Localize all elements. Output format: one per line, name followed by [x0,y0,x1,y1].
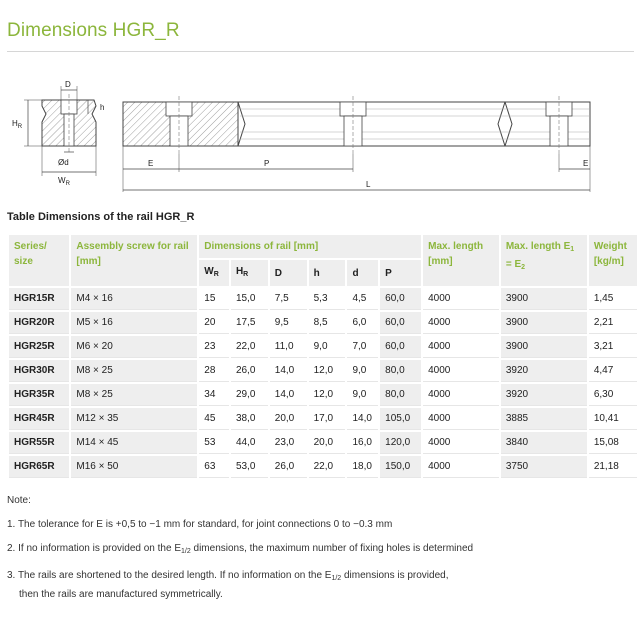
cell-size: HGR30R [9,360,69,382]
col-header-weight: Weight [kg/m] [589,235,637,286]
cell-d: 6,0 [347,312,378,334]
cell-D: 20,0 [270,408,307,430]
cell-max-length: 4000 [423,288,499,310]
col-header-max-length: Max. length [mm] [423,235,499,286]
col-header-wr: $W_R$ [199,260,229,286]
table-row [9,336,637,358]
cell-wr: 20 [199,312,229,334]
notes-heading: Note: [7,495,31,506]
dim-L-label: L [366,180,371,189]
cell-d: 7,0 [347,336,378,358]
cell-max-length: 4000 [423,336,499,358]
page-title: Dimensions HGR_R [7,20,180,41]
cell-d: 18,0 [347,456,378,478]
cell-hr: 53,0 [231,456,268,478]
cell-D: 11,0 [270,336,307,358]
cell-weight: 21,18 [589,456,637,478]
col-header-d: d [347,260,378,286]
table-row [9,384,637,406]
col-header-hr: $H_R$ [231,260,268,286]
table-row [9,360,637,382]
dim-P-label: P [264,159,270,168]
cell-screw: M4 × 16 [71,288,197,310]
cell-hr: 26,0 [231,360,268,382]
col-header-rail-dimensions: Dimensions of rail [mm] [199,235,421,258]
cell-max-length-e: 3750 [501,456,587,478]
cell-max-length-e: 3920 [501,360,587,382]
cell-D: 14,0 [270,384,307,406]
cell-size: HGR25R [9,336,69,358]
cell-max-length-e: 3900 [501,288,587,310]
cell-max-length: 4000 [423,432,499,454]
cell-weight: 1,45 [589,288,637,310]
dim-E-right-label: E [583,159,589,168]
cell-max-length-e: 3840 [501,432,587,454]
cell-p: 60,0 [380,312,421,334]
dim-d-label: Ød [58,158,69,167]
notes-section [7,494,473,602]
cell-size: HGR45R [9,408,69,430]
col-header-max-length-e: Max. length $E_1 = E_2$ [501,235,587,286]
cell-screw: M14 × 45 [71,432,197,454]
cell-wr: 23 [199,336,229,358]
col-header-series: Series/ size [9,235,69,286]
cell-p: 120,0 [380,432,421,454]
cell-screw: M8 × 25 [71,360,197,382]
cell-weight: 6,30 [589,384,637,406]
cell-h: 5,3 [309,288,346,310]
note-2: 2. If no information is provided on the $E_{1/2}$ dimensions, the maximum number of fixing holes is determined [7,543,474,555]
table-row [9,456,637,478]
cell-hr: 22,0 [231,336,268,358]
title-divider [7,51,634,52]
cell-D: 23,0 [270,432,307,454]
table-row [9,408,637,430]
cell-wr: 45 [199,408,229,430]
note-3: 3. The rails are shortened to the desired length. If no information on the $E_{1/2}$ dimensions is provided, [7,570,449,582]
cell-size: HGR65R [9,456,69,478]
table-header-row [9,235,637,258]
table-row [9,288,637,310]
cell-d: 9,0 [347,384,378,406]
col-header-P: P [380,260,421,286]
cell-weight: 10,41 [589,408,637,430]
cell-D: 7,5 [270,288,307,310]
dim-HR-label: $H_R$ [12,119,23,130]
cell-size: HGR55R [9,432,69,454]
dim-E-left-label: E [148,159,154,168]
dim-D-label: D [65,80,71,89]
cell-size: HGR20R [9,312,69,334]
cell-p: 105,0 [380,408,421,430]
cell-hr: 15,0 [231,288,268,310]
cell-h: 12,0 [309,360,346,382]
cell-d: 14,0 [347,408,378,430]
cell-max-length-e: 3885 [501,408,587,430]
cell-d: 9,0 [347,360,378,382]
cell-p: 60,0 [380,336,421,358]
cell-D: 9,5 [270,312,307,334]
cell-D: 26,0 [270,456,307,478]
note-3-continued: then the rails are manufactured symmetrically. [19,589,223,600]
rail-drawing-svg [0,74,641,199]
cell-screw: M16 × 50 [71,456,197,478]
table-title: Table Dimensions of the rail HGR_R [7,211,195,223]
table-body [9,288,637,478]
cell-D: 14,0 [270,360,307,382]
table-row [9,432,637,454]
rail-drawing [0,74,641,204]
cell-h: 9,0 [309,336,346,358]
cell-max-length-e: 3920 [501,384,587,406]
cell-h: 12,0 [309,384,346,406]
cell-d: 4,5 [347,288,378,310]
cell-max-length-e: 3900 [501,312,587,334]
rail-side-view [123,96,590,154]
cell-p: 80,0 [380,384,421,406]
cell-wr: 34 [199,384,229,406]
rail-dimensions-table [7,233,639,480]
cell-p: 60,0 [380,288,421,310]
col-header-D: D [270,260,307,286]
cell-h: 20,0 [309,432,346,454]
cell-wr: 63 [199,456,229,478]
cell-size: HGR15R [9,288,69,310]
cell-max-length-e: 3900 [501,336,587,358]
cell-hr: 29,0 [231,384,268,406]
cell-screw: M12 × 35 [71,408,197,430]
cell-h: 17,0 [309,408,346,430]
cell-wr: 15 [199,288,229,310]
cell-max-length: 4000 [423,456,499,478]
cell-weight: 2,21 [589,312,637,334]
cell-weight: 15,08 [589,432,637,454]
cell-weight: 4,47 [589,360,637,382]
cell-screw: M5 × 16 [71,312,197,334]
cell-p: 150,0 [380,456,421,478]
cell-hr: 44,0 [231,432,268,454]
dim-WR-label: $W_R$ [58,176,70,187]
cell-hr: 38,0 [231,408,268,430]
cell-screw: M8 × 25 [71,384,197,406]
cell-hr: 17,5 [231,312,268,334]
cell-h: 8,5 [309,312,346,334]
cell-wr: 28 [199,360,229,382]
cell-h: 22,0 [309,456,346,478]
cell-d: 16,0 [347,432,378,454]
cell-max-length: 4000 [423,384,499,406]
cell-max-length: 4000 [423,360,499,382]
note-1: 1. The tolerance for E is +0,5 to −1 mm for standard, for joint connections 0 to −0.3 mm [7,519,393,530]
cell-size: HGR35R [9,384,69,406]
cell-p: 80,0 [380,360,421,382]
cell-max-length: 4000 [423,312,499,334]
col-header-screw: Assembly screw for rail [mm] [71,235,197,286]
cell-weight: 3,21 [589,336,637,358]
col-header-h: h [309,260,346,286]
dim-h-label: h [100,103,105,112]
table-row [9,312,637,334]
cell-screw: M6 × 20 [71,336,197,358]
cell-wr: 53 [199,432,229,454]
cell-max-length: 4000 [423,408,499,430]
